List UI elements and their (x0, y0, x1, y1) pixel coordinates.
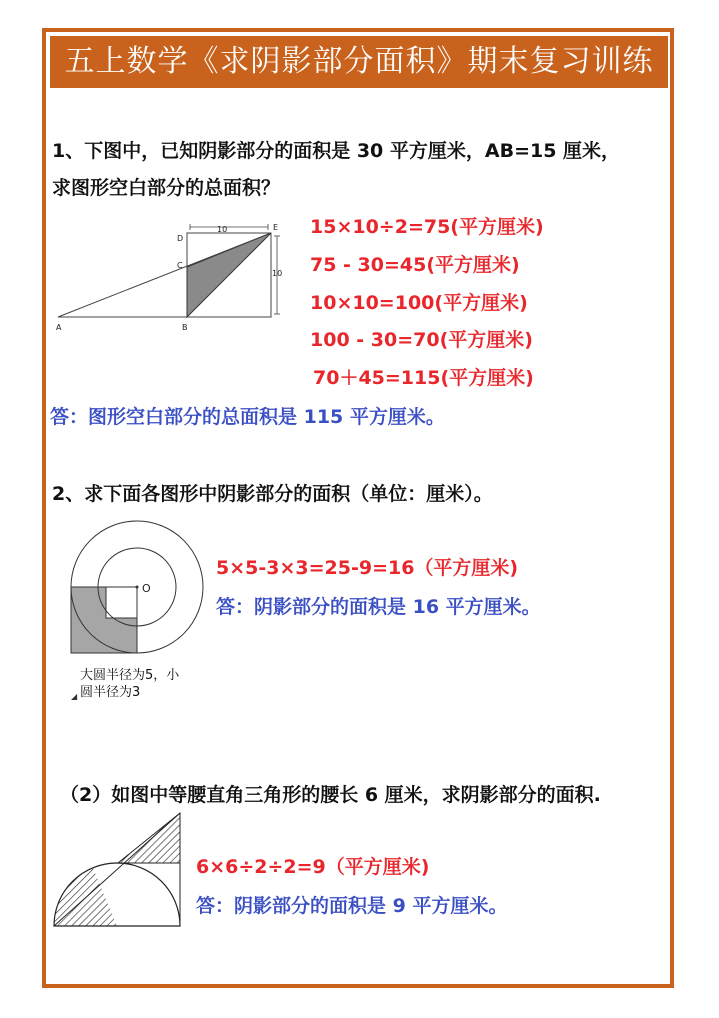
q1-dim-top: 10 (217, 225, 228, 234)
q1-label-e: E (273, 223, 279, 232)
q1-step-2: 75 - 30=45(平方厘米) (310, 254, 520, 276)
q3-figure (50, 808, 190, 930)
q2-heading: 2、求下面各图形中阴影部分的面积（单位：厘米）。 (52, 483, 493, 505)
q3-step: 6×6÷2÷2=9（平方厘米) (196, 856, 430, 878)
q1-step-1: 15×10÷2=75(平方厘米) (310, 216, 544, 238)
q3-hatched-triangle (118, 813, 180, 863)
q1-answer: 答：图形空白部分的总面积是 115 平方厘米。 (50, 406, 445, 428)
q2-center-label: O (142, 582, 151, 595)
q1-text-line2: 求图形空白部分的总面积？ (52, 177, 281, 199)
q1-step-3: 10×10=100(平方厘米) (310, 292, 528, 314)
q1-label-c: C (177, 261, 183, 270)
q1-label-a: A (56, 323, 62, 332)
page-title: 五上数学《求阴影部分面积》期末复习训练 (50, 36, 668, 88)
q1-label-b: B (182, 323, 188, 332)
q2-answer: 答：阴影部分的面积是 16 平方厘米。 (216, 596, 541, 618)
q2-step: 5×5-3×3=25-9=16（平方厘米) (216, 557, 519, 579)
q1-step-5: 70＋45=115(平方厘米) (313, 367, 534, 389)
svg-text:◢: ◢ (71, 692, 78, 701)
q3-answer: 答：阴影部分的面积是 9 平方厘米。 (196, 895, 508, 917)
q1-figure (48, 218, 298, 340)
q1-label-d: D (177, 234, 184, 243)
q2-caption-line1: 大圆半径为5，小 (80, 668, 180, 683)
q1-shaded-triangle (187, 233, 271, 317)
q2-caption-line2: 圆半径为3 (80, 685, 141, 700)
q1-dim-side: 10 (272, 269, 283, 278)
q3-heading: （2）如图中等腰直角三角形的腰长 6 厘米，求阴影部分的面积. (60, 784, 601, 806)
q1-step-4: 100 - 30=70(平方厘米) (310, 329, 533, 351)
q1-text-line1: 1、下图中，已知阴影部分的面积是 30 平方厘米，AB=15 厘米， (52, 140, 621, 162)
